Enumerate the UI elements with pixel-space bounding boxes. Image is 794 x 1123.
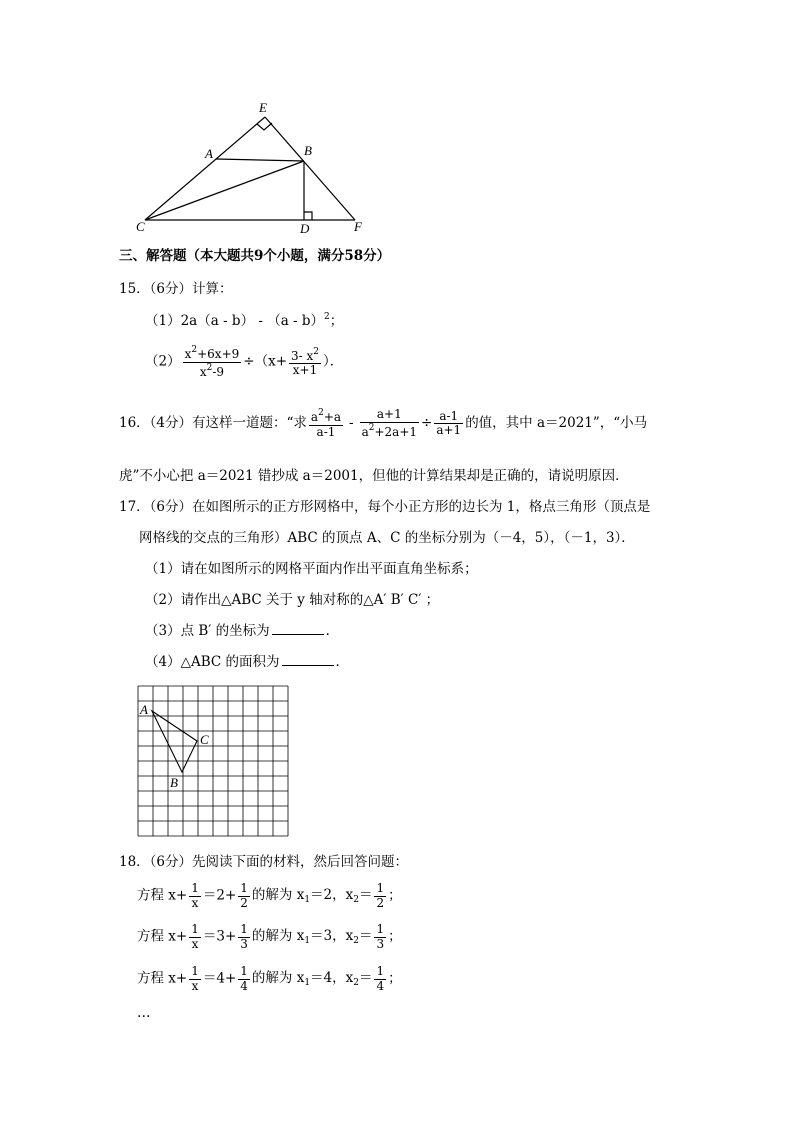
label-d: D [300,221,310,235]
q18-frac-sol [374,882,386,911]
segment-ce [145,117,265,220]
q18-pre: 方程 x+ [137,887,188,904]
q18-equation-row [137,882,402,911]
q16-head: 16．（4分）有这样一道题：“求 [119,415,307,432]
q17-p4-answer-blank[interactable] [282,665,334,666]
q16-fraction-1 [309,408,343,440]
q17-p3-answer-blank[interactable] [272,634,324,635]
q15-f1-num-b: +6x+9 [197,347,240,361]
q18-frac-rhs [238,923,250,952]
q15-part2 [145,345,343,380]
q16-f1-num-b: +a [323,410,342,424]
q18-frac-sol-num: 1 [376,881,385,895]
geometry-figure [130,100,380,235]
grid-label-c: C [200,732,209,747]
q18-frac-sol-num: 1 [376,964,385,978]
q18-frac-x-den: x [191,978,199,993]
q18-mid-text: 的解为 x [251,927,305,944]
q18-sub-1: 1 [304,894,311,905]
q18-sub-1: 1 [304,935,311,946]
q16-line1 [119,408,647,440]
q17-p4-end: ． [335,654,350,670]
q18-equation-row [137,965,402,994]
q18-head: 18．（6分）先阅读下面的材料，然后回答问题： [119,854,409,870]
segment-ef [265,117,355,220]
q18-frac-x [189,923,201,952]
q15-f2-num-exp: 2 [313,346,320,357]
q16-f2-den-b: +2a+1 [374,424,418,439]
section-title: 三、解答题（本大题共9个小题，满分58分） [119,248,391,264]
q17-part2: （2）请作出△ABC 关于 y 轴对称的△A′ B′ C′ ； [145,592,440,608]
q15-f1-den-a: x [199,364,207,379]
q17-part4 [145,656,349,670]
q15-p1-index: （1） [145,313,181,329]
q16-line2: 虎”不小心把 a＝2021 错抄成 a＝2001，但他的计算结果却是正确的，请说明原因． [119,468,629,484]
q18-end: ； [388,928,402,945]
q15-f2-num-a: 3- x [291,348,314,363]
q15-f1-num-exp: 2 [191,345,198,355]
triangle-abc [152,711,197,772]
label-b: B [304,143,312,158]
grid-label-a: A [140,702,148,717]
q18-mid [252,970,373,986]
q16-f3-num: a-1 [434,410,463,425]
label-a: A [205,146,213,161]
q17-part1: （1）请在如图所示的网格平面内作出平面直角坐标系； [145,561,478,577]
q18-sub-2: 2 [353,977,359,988]
q18-frac-rhs-den: 3 [240,936,248,951]
q18-frac-x [189,965,201,994]
q18-sub-1: 1 [304,977,311,988]
q18-frac-rhs-den: 4 [240,978,248,993]
q18-v1: ＝2，x [310,886,354,903]
q18-frac-sol-num: 1 [376,922,385,936]
q15-f1-den-exp: 2 [206,362,213,373]
label-f: F [354,219,362,234]
q15-head: 15．（6分）计算： [119,281,233,297]
q15-p1-exp: 2 [324,312,330,322]
q18-frac-rhs-num: 1 [240,964,248,978]
q18-frac-rhs [238,965,250,994]
q18-v1: ＝4，x [310,969,354,986]
q17-line2: 网格线的交点的三角形）ABC 的顶点 A、C 的坐标分别为（－4，5），（－1，3）． [139,530,635,546]
q18-eq: ＝2+ [202,887,237,904]
q18-eq2: ＝ [358,886,373,903]
q16-minus: - [349,415,354,432]
segment-cb [145,161,304,220]
square-grid-figure [132,682,294,842]
q18-frac-sol-den: 4 [376,978,385,993]
q15-f1-num-a: x [184,347,192,361]
q15-p2-end: ）． [323,353,344,370]
q17-part3 [145,625,339,639]
q18-frac-x-num: 1 [191,881,199,895]
q18-v1: ＝3，x [310,927,354,944]
q16-f1-num-a: a [310,410,319,424]
q18-frac-x [189,882,201,911]
q15-f2-den: x+1 [292,363,318,378]
q16-tail: 的值，其中 a＝2021”，“小马 [465,415,648,432]
q16-f2-num: a+1 [360,408,419,423]
q18-equation-row [137,923,402,952]
q18-end: ； [388,887,402,904]
q17-line1: 17．（6分）在如图所示的正方形网格中，每个小正方形的边长为 1，格点三角形（顶点是 [119,499,651,515]
q18-mid-text: 的解为 x [251,886,305,903]
q16-div: ÷ [421,415,433,432]
q18-sub-2: 2 [353,935,359,946]
q18-frac-sol-den: 3 [376,936,385,951]
q18-frac-sol [374,923,386,952]
segment-ab [216,159,304,161]
q16-fraction-3 [434,410,463,439]
q18-frac-rhs-num: 1 [240,922,248,936]
q18-mid [252,887,373,903]
q18-sub-2: 2 [353,894,359,905]
q18-frac-x-num: 1 [191,922,199,936]
q18-frac-sol [374,965,386,994]
label-e: E [259,100,267,115]
q18-frac-rhs-den: 2 [240,895,248,910]
q18-frac-rhs [238,882,250,911]
q15-fraction-2 [289,347,321,379]
q18-frac-x-den: x [191,895,199,910]
q17-p3-text: （3）点 B′ 的坐标为 [145,623,270,639]
q15-p1-end: ； [329,313,344,329]
q16-f2-den-a: a [361,424,369,439]
q15-f1-den-b: -9 [212,364,225,379]
q15-p2-index: （2） [145,353,181,370]
q18-eq2: ＝ [358,969,373,986]
right-angle-mark-e [257,123,272,130]
q18-frac-x-den: x [191,936,199,951]
q16-fraction-2 [360,408,419,440]
q16-f1-den: a-1 [316,424,336,439]
q18-pre: 方程 x+ [137,928,188,945]
q15-part1 [145,313,343,329]
q18-mid-text: 的解为 x [251,969,305,986]
q17-p4-text: （4）△ABC 的面积为 [145,654,280,670]
label-c: C [136,219,145,234]
q16-f3-den: a+1 [436,423,462,438]
q18-mid [252,928,373,944]
q18-pre: 方程 x+ [137,970,188,987]
right-angle-mark-d [304,212,312,220]
q15-p1-expr: 2a（a - b） - （a - b） [180,313,325,329]
q16-f1-num-exp: 2 [318,408,324,418]
q18-ellipsis: … [137,1005,151,1021]
q18-eq2: ＝ [358,927,373,944]
q15-fraction-1 [183,345,242,380]
q18-frac-sol-den: 2 [376,895,385,910]
grid-label-b: B [170,775,178,790]
q18-end: ； [388,970,402,987]
q18-frac-x-num: 1 [191,964,199,978]
q18-eq: ＝4+ [202,970,237,987]
q18-eq: ＝3+ [202,928,237,945]
q15-p2-div: ÷（x+ [243,353,288,370]
q17-p3-end: ． [325,623,340,639]
q18-frac-rhs-num: 1 [240,881,248,895]
q16-f2-den-exp: 2 [368,422,375,433]
